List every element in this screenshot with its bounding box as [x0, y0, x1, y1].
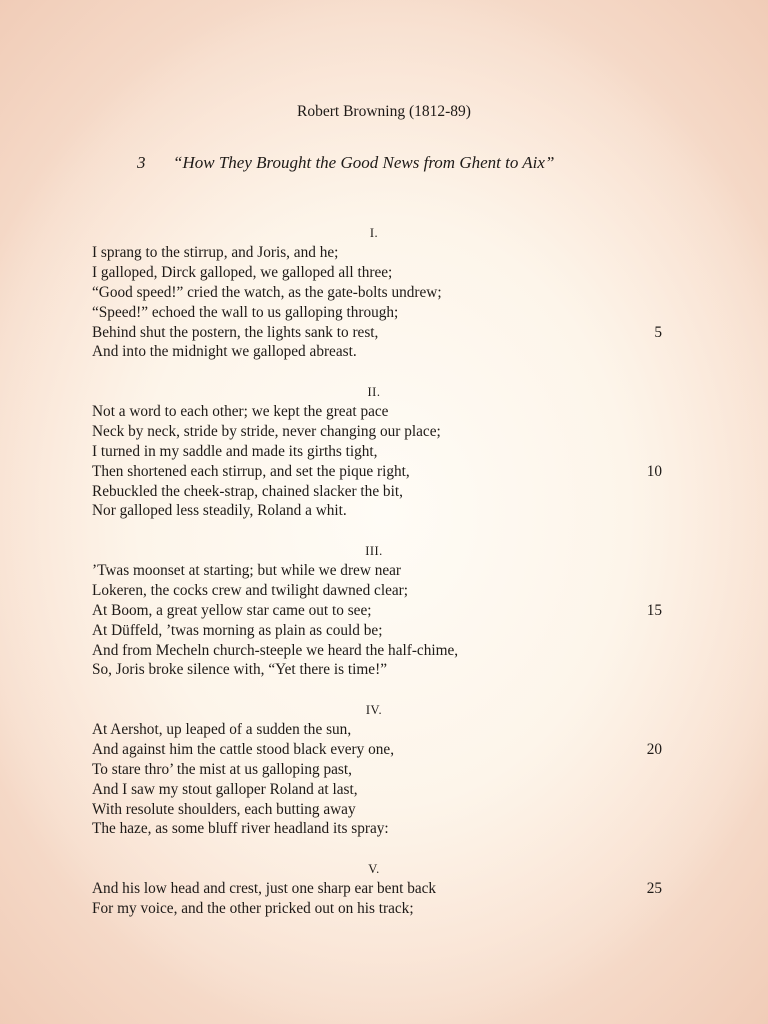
- line-text: At Aershot, up leaped of a sudden the sun,: [92, 721, 352, 738]
- poem-line: [92, 740, 672, 760]
- stanza-number: IV.: [365, 703, 383, 717]
- stanza-2: [92, 383, 672, 521]
- line-text: “Good speed!” cried the watch, as the gate-bolts undrew;: [92, 283, 442, 301]
- poem-line: [92, 899, 672, 919]
- line-text: I sprang to the stirrup, and Joris, and he;: [92, 244, 339, 261]
- poem-line: [92, 561, 672, 581]
- line-text: And into the midnight we galloped abreast.: [92, 343, 357, 361]
- line-text: At Düffeld, ’twas morning as plain as could be;: [92, 621, 383, 639]
- line-number: 5: [654, 323, 662, 341]
- line-text: At Boom, a great yellow star came out to see;: [92, 601, 372, 619]
- line-text: Not a word to each other; we kept the great pace: [92, 403, 389, 420]
- poem-line: [92, 323, 672, 343]
- line-text: I turned in my saddle and made its girths tight,: [92, 442, 378, 460]
- poem-line: [92, 720, 672, 740]
- poem-line: [92, 243, 672, 263]
- line-number: 20: [646, 740, 662, 758]
- poem-line: [92, 660, 672, 680]
- poem-line: [92, 442, 672, 462]
- poem-line: [92, 879, 672, 899]
- line-text: ’Twas moonset at starting; but while we drew near: [92, 562, 402, 579]
- stanza-4: [92, 701, 672, 839]
- line-text: I galloped, Dirck galloped, we galloped all three;: [92, 263, 393, 281]
- poem-line: [92, 621, 672, 641]
- line-text: For my voice, and the other pricked out on his track;: [92, 899, 414, 917]
- poem-line: [92, 601, 672, 621]
- poem-number: 3: [137, 153, 146, 172]
- line-text: The haze, as some bluff river headland its spray:: [92, 820, 389, 838]
- stanza-1: [92, 224, 672, 362]
- line-text: So, Joris broke silence with, “Yet there is time!”: [92, 661, 387, 679]
- stanza-3: [92, 542, 672, 680]
- line-number: 10: [646, 462, 662, 480]
- poem-line: [92, 402, 672, 422]
- poem-line: [92, 303, 672, 323]
- poem-line: [92, 760, 672, 780]
- stanza-number: V.: [368, 862, 380, 876]
- poem-line: [92, 422, 672, 442]
- line-text: And his low head and crest, just one sharp ear bent back: [92, 880, 437, 897]
- line-text: Then shortened each stirrup, and set the pique right,: [92, 462, 410, 480]
- line-text: Nor galloped less steadily, Roland a whit.: [92, 502, 347, 520]
- line-number: 25: [646, 880, 662, 897]
- line-text: Rebuckled the cheek-strap, chained slacker the bit,: [92, 482, 403, 500]
- line-text: Neck by neck, stride by stride, never changing our place;: [92, 422, 441, 440]
- line-number: 15: [646, 601, 662, 619]
- poem-line: [92, 800, 672, 820]
- poem-line: [92, 263, 672, 283]
- poem-line: [92, 462, 672, 482]
- poem-line: [92, 641, 672, 661]
- poem-line: [92, 581, 672, 601]
- poem-line: [92, 501, 672, 521]
- line-text: And against him the cattle stood black every one,: [92, 740, 395, 758]
- line-text: And from Mecheln church-steeple we heard the half-chime,: [92, 641, 459, 659]
- poem-line: [92, 482, 672, 502]
- poem-title: “How They Brought the Good News from Ghent to Aix”: [173, 153, 555, 172]
- line-text: And I saw my stout galloper Roland at last,: [92, 780, 358, 798]
- poem-line: [92, 819, 672, 839]
- author-heading: Robert Browning (1812-89): [297, 103, 471, 120]
- line-text: To stare thro’ the mist at us galloping past,: [92, 760, 352, 778]
- line-text: With resolute shoulders, each butting away: [92, 800, 356, 818]
- stanza-number: II.: [367, 385, 381, 399]
- line-text: Behind shut the postern, the lights sank to rest,: [92, 323, 379, 341]
- line-text: “Speed!” echoed the wall to us galloping through;: [92, 303, 399, 321]
- poem-line: [92, 780, 672, 800]
- poem-line: [92, 342, 672, 362]
- stanza-number: III.: [365, 544, 383, 558]
- stanza-number: I.: [369, 226, 379, 240]
- poem-line: [92, 283, 672, 303]
- line-text: Lokeren, the cocks crew and twilight dawned clear;: [92, 581, 409, 599]
- stanza-5: [92, 860, 672, 919]
